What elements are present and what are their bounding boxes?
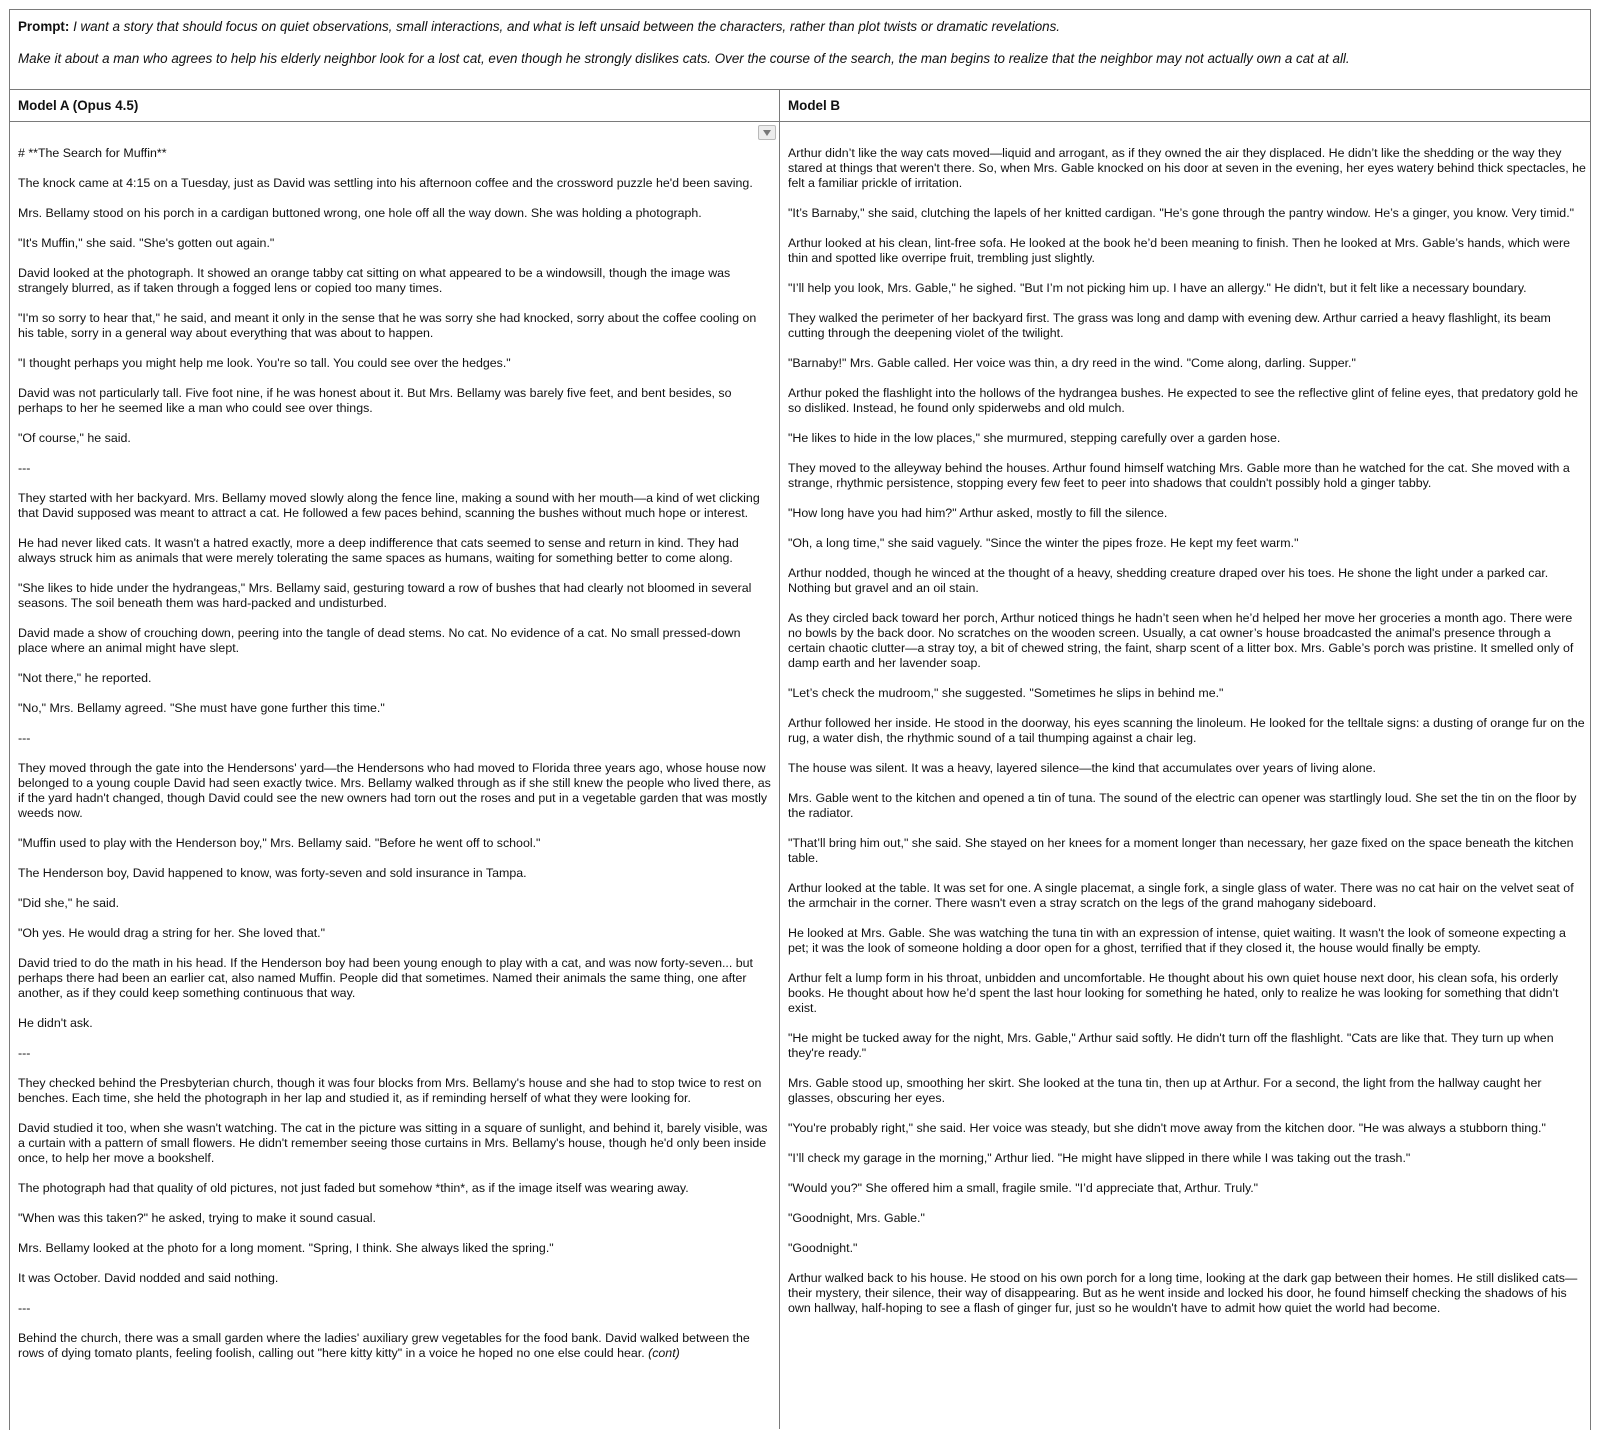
story-paragraph: "Barnaby!" Mrs. Gable called. Her voice was thin, a dry reed in the wind. "Come along, darling. Supper." (788, 356, 1356, 370)
story-paragraph: Mrs. Bellamy stood on his porch in a cardigan buttoned wrong, one hole off all the way down. She was holding a photograph. (18, 206, 702, 220)
story-paragraph: David looked at the photograph. It showed an orange tabby cat sitting on what appeared to be a windowsill, though the image was strangely blurred, as if taken through a fogged lens or copied too many times. (18, 266, 731, 295)
story-paragraph: "You're probably right," she said. Her voice was steady, but she didn't move away from the kitchen door. "He was always a stubborn thing." (788, 1121, 1546, 1135)
story-paragraph (18, 1331, 773, 1361)
dropdown-toggle-button[interactable] (758, 125, 776, 140)
model-a-header: Model A (Opus 4.5) (10, 90, 780, 121)
story-paragraph: --- (18, 1046, 31, 1060)
story-paragraph: "He might be tucked away for the night, Mrs. Gable," Arthur said softly. He didn't turn off the flashlight. "Cats are like that. They turn up when they're ready." (788, 1031, 1554, 1060)
model-b-response (780, 122, 1590, 1429)
story-paragraph: "It’s Barnaby," she said, clutching the lapels of her knitted cardigan. "He’s gone through the pantry window. He’s a ginger, you know. Very timid." (788, 206, 1575, 220)
story-paragraph: They checked behind the Presbyterian church, though it was four blocks from Mrs. Bellamy's house and she had to stop twice to rest on benches. Each time, she held the photograph in her lap and studied it, as if reminding herself of what they were looking for. (18, 1076, 762, 1105)
story-paragraph: "I’ll check my garage in the morning," Arthur lied. "He might have slipped in there while I was taking out the trash." (788, 1151, 1411, 1165)
story-paragraph: He had never liked cats. It wasn't a hatred exactly, more a deep indifference that cats seemed to sense and return in kind. They had always struck him as animals that were merely tolerating the same spaces as humans, waiting for something better to come along. (18, 536, 739, 565)
story-paragraph: David tried to do the math in his head. If the Henderson boy had been young enough to play with a cat, and was now forty-seven... but perhaps there had been an earlier cat, also named Muffin. People did that sometimes. Named their animals the same thing, one after another, as if they could keep something continuous that way. (18, 956, 753, 1000)
header-row (10, 90, 1590, 122)
story-paragraph: David was not particularly tall. Five foot nine, if he was honest about it. But Mrs. Bellamy was barely five feet, and bent besides, so perhaps to her he seemed like a man who could see over things. (18, 386, 732, 415)
prompt-text-2: Make it about a man who agrees to help his elderly neighbor look for a lost cat, even though he strongly dislikes cats. Over the course of the search, the man begins to realize that the neighbor may not actually own a cat at all. (18, 51, 1350, 66)
story-paragraph: Arthur felt a lump form in his throat, unbidden and uncomfortable. He thought about his own quiet house next door, his clean sofa, his orderly books. He thought about how he’d spent the last hour looking for something he hated, only to realize he was looking for something that didn't exist. (788, 971, 1559, 1015)
prompt-text-1: I want a story that should focus on quiet observations, small interactions, and what is left unsaid between the characters, rather than plot twists or dramatic revelations. (73, 19, 1061, 34)
model-b-header: Model B (788, 98, 841, 113)
story-paragraph: Arthur followed her inside. He stood in the doorway, his eyes scanning the linoleum. He looked for the telltale signs: a dusting of orange fur on the rug, a water dish, the rhythmic sound of a tail thumping against a chair leg. (788, 716, 1585, 745)
story-paragraph: "I'm so sorry to hear that," he said, and meant it only in the sense that he was sorry she had knocked, sorry about the coffee cooling on his table, sorry in a general way about everything that was about to happen. (18, 311, 757, 340)
story-paragraph: "She likes to hide under the hydrangeas," Mrs. Bellamy said, gesturing toward a row of bushes that had clearly not bloomed in several seasons. The soil beneath them was hard-packed and undisturbed. (18, 581, 752, 610)
story-paragraph: He didn't ask. (18, 1016, 93, 1030)
story-paragraph: Mrs. Bellamy looked at the photo for a long moment. "Spring, I think. She always liked the spring." (18, 1241, 554, 1255)
story-paragraph: Arthur nodded, though he winced at the thought of a heavy, shedding creature draped over his toes. He shone the light under a parked car. Nothing but gravel and an oil stain. (788, 566, 1549, 595)
story-paragraph: Arthur walked back to his house. He stood on his own porch for a long time, looking at the dark gap between their homes. He still disliked cats—their mystery, their silence, their way of disappearing. But as he went inside and locked his door, he found himself checking the shadows of his own hallway, half-hoping to see a flash of ginger fur, just so he wouldn't have to admit how quiet the world had become. (788, 1271, 1578, 1315)
story-paragraph: David made a show of crouching down, peering into the tangle of dead stems. No cat. No evidence of a cat. No small pressed-down place where an animal might have slept. (18, 626, 741, 655)
story-paragraph: The photograph had that quality of old pictures, not just faded but somehow *thin*, as if the image itself was wearing away. (18, 1181, 689, 1195)
story-paragraph: "No," Mrs. Bellamy agreed. "She must have gone further this time." (18, 701, 385, 715)
story-paragraph: They started with her backyard. Mrs. Bellamy moved slowly along the fence line, making a sound with her mouth—a kind of wet clicking that David supposed was meant to attract a cat. He followed a few paces behind, scanning the bushes without much hope or interest. (18, 491, 760, 520)
story-paragraph: He looked at Mrs. Gable. She was watching the tuna tin with an expression of intense, quiet waiting. It wasn't the look of someone expecting a pet; it was the look of someone holding a door open for a ghost, terrified that if they closed it, the house would finally be empty. (788, 926, 1566, 955)
story-paragraph: "Oh, a long time," she said vaguely. "Since the winter the pipes froze. He kept my feet warm." (788, 536, 1299, 550)
story-paragraph: As they circled back toward her porch, Arthur noticed things he hadn’t seen when he’d helped her move her groceries a month ago. There were no bowls by the back door. No scratches on the wooden screen. Usually, a cat owner’s house broadcasted the animal's presence through a certain chaotic clutter—a stray toy, a bit of chewed string, the faint, sharp scent of a litter box. Mrs. Gable’s porch was pristine. It smelled only of damp earth and her lavender soap. (788, 611, 1574, 670)
story-paragraph: "Of course," he said. (18, 431, 131, 445)
story-paragraph: Arthur poked the flashlight into the hollows of the hydrangea bushes. He expected to see the reflective glint of feline eyes, that predatory gold he so disliked. Instead, he found only spiderwebs and old mulch. (788, 386, 1579, 415)
prompt-cell (10, 10, 1590, 90)
story-paragraph: --- (18, 731, 31, 745)
story-paragraph: It was October. David nodded and said nothing. (18, 1271, 279, 1285)
story-paragraph: Mrs. Gable stood up, smoothing her skirt. She looked at the tuna tin, then up at Arthur. For a second, the light from the hallway caught her glasses, obscuring her eyes. (788, 1076, 1542, 1105)
last-paragraph-text: Behind the church, there was a small garden where the ladies' auxiliary grew vegetables for the food bank. David walked between the rows of dying tomato plants, feeling foolish, calling out "here kitty kitty" in a voice he hoped no one else could hear. (18, 1331, 750, 1360)
story-paragraph: "Let’s check the mudroom," she suggested. "Sometimes he slips in behind me." (788, 686, 1224, 700)
story-paragraph: "How long have you had him?" Arthur asked, mostly to fill the silence. (788, 506, 1168, 520)
story-paragraph: "When was this taken?" he asked, trying to make it sound casual. (18, 1211, 376, 1225)
story-paragraph: They walked the perimeter of her backyard first. The grass was long and damp with evening dew. Arthur carried a heavy flashlight, its beam cutting through the deepening violet of the twilight. (788, 311, 1551, 340)
prompt-line-1 (18, 18, 1582, 35)
story-paragraph: "Oh yes. He would drag a string for her. She loved that." (18, 926, 326, 940)
story-paragraph: --- (18, 1301, 31, 1315)
story-paragraph: They moved to the alleyway behind the houses. Arthur found himself watching Mrs. Gable more than he watched for the cat. She moved with a strange, rhythmic persistence, stopping every few feet to peer into shadows that couldn't possibly hold a ginger tabby. (788, 461, 1570, 490)
story-paragraph: "He likes to hide in the low places," she murmured, stepping carefully over a garden hose. (788, 431, 1281, 445)
prompt-label: Prompt: (18, 19, 70, 34)
story-paragraph: "It's Muffin," she said. "She's gotten out again." (18, 236, 275, 250)
story-paragraph: "Goodnight, Mrs. Gable." (788, 1211, 925, 1225)
story-paragraph: The Henderson boy, David happened to know, was forty-seven and sold insurance in Tampa. (18, 866, 527, 880)
story-paragraph: "Goodnight." (788, 1241, 858, 1255)
story-paragraph: The house was silent. It was a heavy, layered silence—the kind that accumulates over years of living alone. (788, 761, 1376, 775)
story-paragraph: "I thought perhaps you might help me look. You're so tall. You could see over the hedges." (18, 356, 511, 370)
response-row (10, 122, 1590, 1429)
story-paragraph: The knock came at 4:15 on a Tuesday, just as David was settling into his afternoon coffee and the crossword puzzle he'd been saving. (18, 176, 753, 190)
story-paragraph: Arthur didn’t like the way cats moved—liquid and arrogant, as if they owned the air they displaced. He didn’t like the shedding or the way they stared at things that weren't there. So, when Mrs. Gable knocked on his door at seven in the evening, her eyes watery behind thick spectacles, he felt a familiar prickle of irritation. (788, 146, 1586, 190)
story-paragraph: David studied it too, when she wasn't watching. The cat in the picture was sitting in a square of sunlight, and behind it, barely visible, was a curtain with a pattern of small flowers. He didn't remember seeing those curtains in Mrs. Bellamy's house, though he'd only been inside once, to help her move a bookshelf. (18, 1121, 768, 1165)
comparison-table (9, 9, 1591, 1430)
continuation-marker: (cont) (648, 1346, 680, 1360)
prompt-line-2 (18, 50, 1582, 67)
story-paragraph: Arthur looked at the table. It was set for one. A single placemat, a single fork, a single glass of water. There was no cat hair on the velvet seat of the armchair in the corner. There wasn't even a stray scratch on the legs of the grand mahogany sideboard. (788, 881, 1574, 910)
story-paragraph: "I’ll help you look, Mrs. Gable," he sighed. "But I’m not picking him up. I have an allergy." He didn't, but it felt like a necessary boundary. (788, 281, 1527, 295)
story-paragraph: # **The Search for Muffin** (18, 146, 167, 160)
story-paragraph: They moved through the gate into the Hendersons' yard—the Hendersons who had moved to Florida three years ago, whose house now belonged to a young couple David had seen exactly twice. Mrs. Bellamy walked through as if she still knew the people who lived there, as if the yard hadn't changed, though David could see the new owners had torn out the roses and put in a vegetable garden that was mostly weeds now. (18, 761, 771, 820)
story-paragraph: "That’ll bring him out," she said. She stayed on her knees for a moment longer than necessary, her gaze fixed on the space beneath the kitchen table. (788, 836, 1574, 865)
story-paragraph: "Not there," he reported. (18, 671, 152, 685)
story-paragraph: Mrs. Gable went to the kitchen and opened a tin of tuna. The sound of the electric can opener was startlingly loud. She set the tin on the floor by the radiator. (788, 791, 1577, 820)
story-paragraph: Arthur looked at his clean, lint-free sofa. He looked at the book he’d been meaning to finish. Then he looked at Mrs. Gable’s hands, which were thin and spotted like overripe fruit, trembling just slightly. (788, 236, 1570, 265)
story-paragraph: --- (18, 461, 31, 475)
story-paragraph: "Would you?" She offered him a small, fragile smile. "I’d appreciate that, Arthur. Truly." (788, 1181, 1259, 1195)
story-paragraph: "Muffin used to play with the Henderson boy," Mrs. Bellamy said. "Before he went off to school." (18, 836, 541, 850)
story-paragraph: "Did she," he said. (18, 896, 120, 910)
model-a-response (10, 122, 780, 1429)
